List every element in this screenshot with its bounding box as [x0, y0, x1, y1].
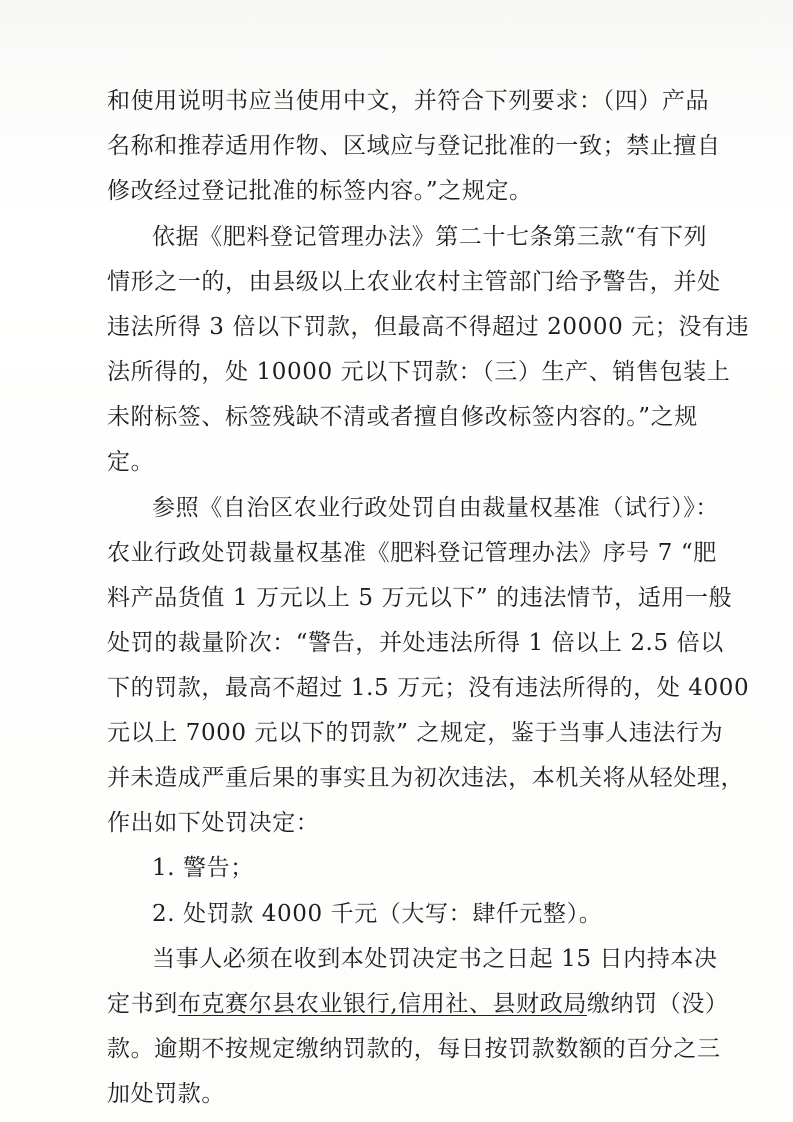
text-line: 未附标签、标签残缺不清或者擅自修改标签内容的。”之规 [107, 404, 698, 430]
text-line: 加处罚款。 [107, 1081, 225, 1107]
payment-institutions: 布克赛尔县农业银行,信用社、县财政局 [177, 991, 587, 1017]
text-line: 法所得的，处 10000 元以下罚款：（三）生产、销售包装上 [107, 359, 731, 385]
payment-suffix: 缴纳罚（没） [586, 991, 729, 1017]
penalty-item-2: 2. 处罚款 4000 千元（大写：肆仟元整）。 [152, 901, 603, 927]
text-line: 农业行政处罚裁量权基准《肥料登记管理办法》序号 7 “肥 [107, 540, 717, 566]
text-line: 依据《肥料登记管理办法》第二十七条第三款“有下列 [152, 224, 708, 250]
text-line: 定。 [107, 449, 155, 475]
text-line: 款。逾期不按规定缴纳罚款的，每日按罚款数额的百分之三 [107, 1036, 721, 1062]
text-line: 和使用说明书应当使用中文，并符合下列要求：（四）产品 [107, 88, 710, 114]
text-line: 情形之一的，由县级以上农业农村主管部门给予警告，并处 [107, 269, 721, 295]
text-line: 违法所得 3 倍以下罚款，但最高不得超过 20000 元；没有违 [107, 314, 750, 340]
text-line: 修改经过登记批准的标签内容。”之规定。 [107, 178, 533, 204]
text-line: 元以上 7000 元以下的罚款” 之规定，鉴于当事人违法行为 [107, 720, 724, 746]
text-line: 料产品货值 1 万元以上 5 万元以下” 的违法情节，适用一般 [107, 585, 733, 611]
text-line: 名称和推荐适用作物、区域应与登记批准的一致；禁止擅自 [107, 133, 721, 159]
payment-location-line [107, 989, 793, 1019]
text-line: 参照《自治区农业行政处罚自由裁量权基准（试行）》： [152, 495, 719, 521]
payment-prefix: 定书到 [107, 991, 178, 1017]
text-line: 并未造成严重后果的事实且为初次违法，本机关将从轻处理， [107, 765, 745, 791]
text-line: 处罚的裁量阶次：“警告，并处违法所得 1 倍以上 2.5 倍以 [107, 630, 724, 656]
text-line: 下的罚款，最高不超过 1.5 万元；没有违法所得的，处 4000 [107, 675, 750, 701]
text-line: 当事人必须在收到本处罚决定书之日起 15 日内持本决 [152, 946, 718, 972]
text-line: 作出如下处罚决定： [107, 810, 320, 836]
penalty-item-1: 1. 警告； [152, 855, 254, 881]
